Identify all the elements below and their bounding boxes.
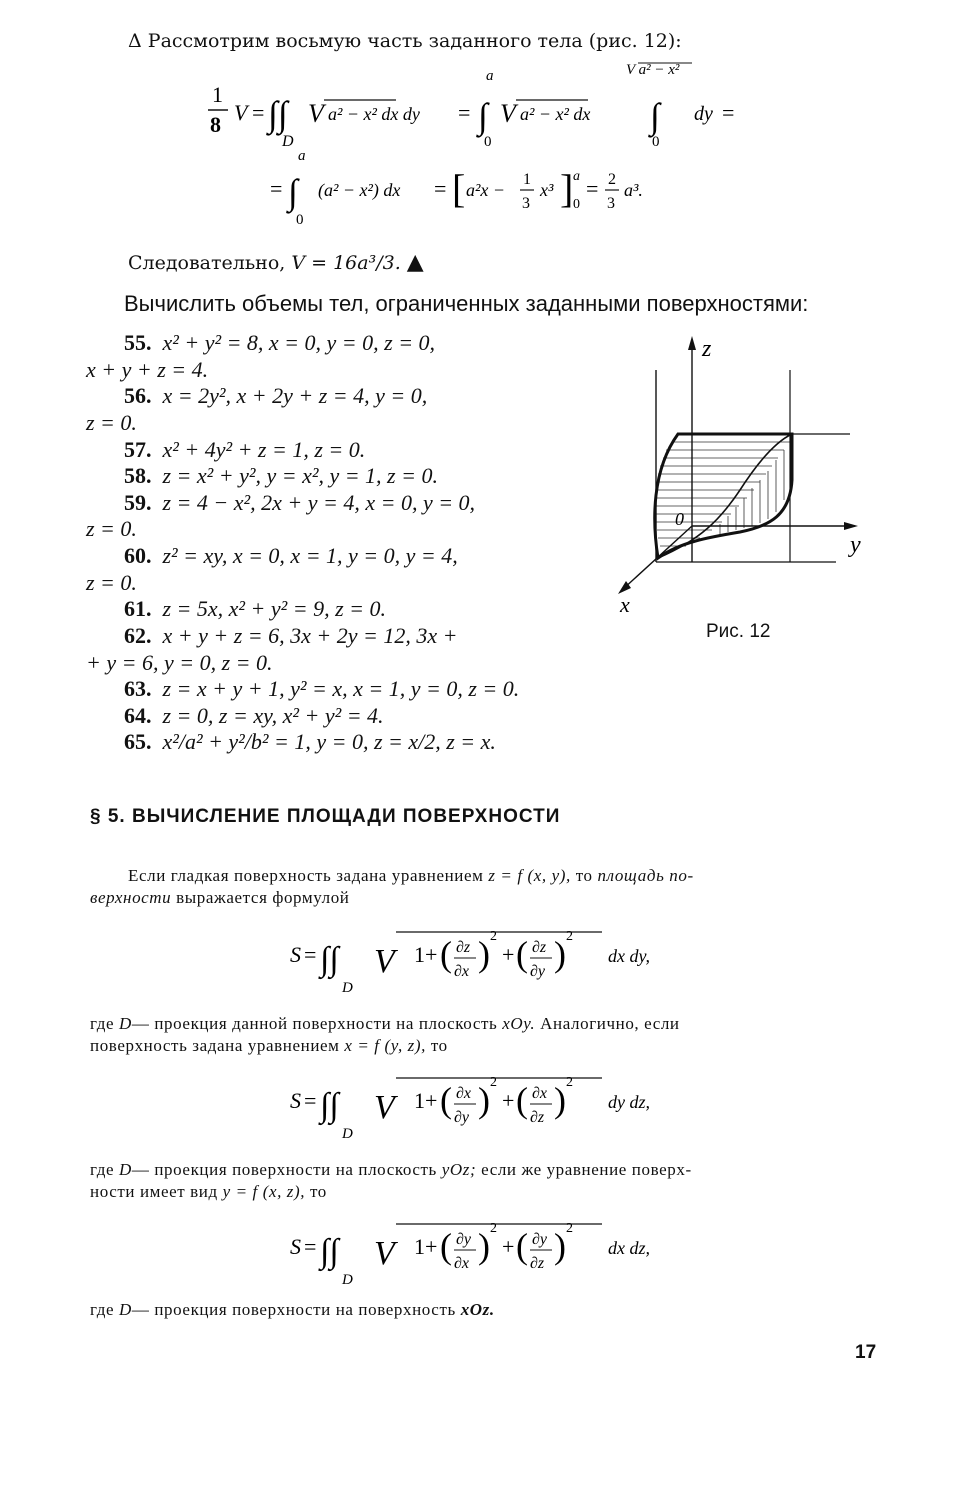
- section-paragraph-1-line2: верхности выражается формулой: [90, 888, 350, 907]
- intro-line: [128, 30, 682, 52]
- svg-text:): ): [554, 1226, 566, 1266]
- volume-formula-line2: [270, 150, 710, 230]
- svg-text:1+: 1+: [414, 942, 438, 967]
- svg-text:V: V: [374, 1235, 395, 1272]
- exercise-63: 63. z = x + y + 1, y² = x, x = 1, y = 0, z = 0.: [124, 676, 520, 701]
- surface-area-formula-xy: [290, 918, 690, 998]
- svg-text:V: V: [234, 100, 248, 125]
- svg-text:∫: ∫: [288, 172, 298, 212]
- section-paragraph-4: где D— проекция поверхности на поверхность xOz.: [90, 1300, 495, 1319]
- exercise-62-cont: + y = 6, y = 0, z = 0.: [86, 650, 273, 675]
- svg-text:3: 3: [522, 195, 530, 212]
- surface-area-formula-yz: [290, 1064, 690, 1144]
- task-heading: Вычислить объемы тел, ограниченных заданными поверхностями:: [124, 291, 809, 316]
- exercise-58: 58. z = x² + y², y = x², y = 1, z = 0.: [124, 463, 438, 488]
- svg-text:∂y: ∂y: [532, 1231, 548, 1248]
- volume-formula-line1: [200, 60, 780, 155]
- x-axis-label: x: [620, 592, 630, 617]
- y-axis-label: y: [850, 532, 861, 558]
- svg-text:3: 3: [607, 195, 615, 212]
- exercise-65: 65. x²/a² + y²/b² = 1, y = 0, z = x/2, z = x.: [124, 729, 496, 754]
- svg-text:0: 0: [652, 134, 660, 150]
- svg-text:2: 2: [490, 1075, 497, 1090]
- exercise-64: 64. z = 0, z = xy, x² + y² = 4.: [124, 703, 384, 728]
- svg-text:D: D: [282, 133, 294, 150]
- svg-text:∂y: ∂y: [454, 1109, 470, 1126]
- surface-area-formula-xz: [290, 1210, 690, 1290]
- end-of-solution-icon: ▲: [406, 250, 424, 275]
- svg-text:1: 1: [523, 171, 531, 188]
- svg-text:∫∫: ∫∫: [268, 94, 288, 134]
- svg-text:∫: ∫: [478, 96, 488, 136]
- exercise-55-cont: x + y + z = 4.: [86, 357, 209, 382]
- figure-12: [600, 330, 890, 620]
- conclusion-formula: V = 16a³/3.: [291, 252, 401, 274]
- svg-text:∂z: ∂z: [456, 939, 471, 956]
- svg-text:V: V: [374, 1089, 395, 1126]
- intro-text: Рассмотрим восьмую часть заданного тела (рис. 12):: [147, 30, 682, 52]
- svg-text:S: S: [290, 942, 301, 967]
- svg-text:): ): [478, 1226, 490, 1266]
- triangle-icon: Δ: [128, 30, 142, 52]
- svg-text:∫∫: ∫∫: [320, 1087, 339, 1124]
- svg-text:2: 2: [566, 929, 573, 944]
- svg-text:=: =: [458, 100, 471, 125]
- svg-text:): ): [478, 1080, 490, 1120]
- svg-text:8: 8: [210, 112, 221, 137]
- svg-text:D: D: [342, 1126, 353, 1142]
- section-paragraph-2-line1: где D— проекция данной поверхности на плоскость xOy. Аналогично, если: [90, 1014, 680, 1033]
- svg-text:+: +: [502, 942, 515, 967]
- svg-text:(: (: [440, 1226, 452, 1266]
- svg-text:=: =: [304, 1088, 317, 1113]
- svg-text:a² − x² dx dy: a² − x² dx dy: [328, 104, 420, 124]
- y-arrow-icon: [844, 522, 858, 530]
- exercise-61: 61. z = 5x, x² + y² = 9, z = 0.: [124, 596, 386, 621]
- z-arrow-icon: [688, 336, 696, 350]
- exercise-60-cont: z = 0.: [86, 570, 137, 595]
- svg-text:(: (: [516, 1226, 528, 1266]
- svg-text:(: (: [516, 1080, 528, 1120]
- svg-text:∫∫: ∫∫: [320, 1233, 339, 1270]
- svg-text:S: S: [290, 1088, 301, 1113]
- exercise-56-cont: z = 0.: [86, 410, 137, 435]
- svg-text:x³: x³: [540, 180, 554, 200]
- svg-text:V: V: [308, 99, 324, 128]
- section-paragraph-1-line1: Если гладкая поверхность задана уравнением z = f (x, y), то площадь по-: [128, 866, 694, 885]
- svg-text:0: 0: [484, 134, 492, 150]
- svg-text:1+: 1+: [414, 1234, 438, 1259]
- svg-text:S: S: [290, 1234, 301, 1259]
- svg-text:V: V: [374, 943, 395, 980]
- svg-text:): ): [554, 934, 566, 974]
- svg-text:∂x: ∂x: [456, 1085, 472, 1102]
- svg-text:V a² − x²: V a² − x²: [626, 62, 680, 78]
- exercise-59: 59. z = 4 − x², 2x + y = 4, x = 0, y = 0,: [124, 490, 476, 515]
- svg-text:=: =: [304, 1234, 317, 1259]
- section-paragraph-3-line2: ности имеет вид y = f (x, z), то: [90, 1182, 327, 1201]
- svg-text:D: D: [342, 1272, 353, 1288]
- svg-text:dx dy,: dx dy,: [608, 946, 650, 966]
- x-axis: [622, 526, 692, 590]
- svg-text:∫∫: ∫∫: [320, 941, 339, 978]
- svg-text:=: =: [270, 176, 283, 201]
- svg-text:2: 2: [566, 1075, 573, 1090]
- svg-text:(a² − x²) dx: (a² − x²) dx: [318, 180, 401, 200]
- svg-text:a: a: [298, 150, 306, 164]
- figure-hatching: [656, 442, 790, 546]
- svg-text:∫: ∫: [650, 96, 660, 136]
- svg-text:∂y: ∂y: [530, 963, 546, 980]
- svg-text:): ): [554, 1080, 566, 1120]
- svg-text:2: 2: [608, 171, 616, 188]
- section-paragraph-3-line1: где D— проекция поверхности на плоскость yOz; если же уравнение поверх-: [90, 1160, 692, 1179]
- exercise-62: 62. x + y + z = 6, 3x + 2y = 12, 3x +: [124, 623, 458, 648]
- svg-text:∂z: ∂z: [530, 1255, 545, 1272]
- page-number: 17: [855, 1342, 877, 1363]
- svg-text:(: (: [440, 1080, 452, 1120]
- svg-text:=: =: [722, 100, 735, 125]
- svg-text:dx dz,: dx dz,: [608, 1238, 650, 1258]
- exercise-59-cont: z = 0.: [86, 516, 137, 541]
- section-title: § 5. ВЫЧИСЛЕНИЕ ПЛОЩАДИ ПОВЕРХНОСТИ: [90, 806, 561, 827]
- svg-text:+: +: [502, 1088, 515, 1113]
- svg-text:2: 2: [490, 1221, 497, 1236]
- svg-text:a³.: a³.: [624, 180, 643, 200]
- svg-text:): ): [478, 934, 490, 974]
- conclusion-label: Следовательно,: [128, 252, 286, 274]
- exercise-55: 55. x² + y² = 8, x = 0, y = 0, z = 0,: [124, 330, 436, 355]
- exercise-57: 57. x² + 4y² + z = 1, z = 0.: [124, 437, 366, 462]
- svg-text:∂x: ∂x: [454, 963, 470, 980]
- svg-text:∂x: ∂x: [454, 1255, 470, 1272]
- svg-text:D: D: [342, 980, 353, 996]
- svg-text:∂x: ∂x: [532, 1085, 548, 1102]
- svg-text:=: =: [304, 942, 317, 967]
- svg-text:2: 2: [566, 1221, 573, 1236]
- figure-vertical-hatching: [720, 442, 790, 535]
- svg-text:0: 0: [573, 197, 580, 212]
- svg-text:0: 0: [296, 212, 304, 228]
- svg-text:∂y: ∂y: [456, 1231, 472, 1248]
- svg-text:]: ]: [560, 166, 574, 211]
- svg-text:∂z: ∂z: [532, 939, 547, 956]
- z-axis-label: z: [702, 336, 712, 362]
- svg-text:2: 2: [490, 929, 497, 944]
- svg-text:dy: dy: [694, 103, 713, 125]
- svg-text:V: V: [500, 99, 516, 128]
- svg-text:1+: 1+: [414, 1088, 438, 1113]
- exercise-56: 56. x = 2y², x + 2y + z = 4, y = 0,: [124, 383, 428, 408]
- svg-text:∂z: ∂z: [530, 1109, 545, 1126]
- svg-text:=: =: [586, 176, 599, 201]
- section-paragraph-2-line2: поверхность задана уравнением x = f (y, z), то: [90, 1036, 448, 1055]
- exercise-60: 60. z² = xy, x = 0, x = 1, y = 0, y = 4,: [124, 543, 458, 568]
- origin-label: 0: [675, 509, 684, 529]
- svg-text:a: a: [573, 169, 580, 184]
- svg-text:(: (: [516, 934, 528, 974]
- svg-text:=: =: [434, 176, 447, 201]
- svg-text:(: (: [440, 934, 452, 974]
- figure-body-outline: [655, 434, 792, 558]
- figure-caption: Рис. 12: [706, 621, 771, 642]
- svg-text:a² − x² dx: a² − x² dx: [520, 104, 591, 124]
- conclusion: [128, 250, 424, 275]
- svg-text:a²x −: a²x −: [466, 180, 506, 200]
- svg-text:1: 1: [212, 82, 223, 107]
- svg-text:a: a: [486, 68, 494, 84]
- svg-text:+: +: [502, 1234, 515, 1259]
- svg-text:=: =: [252, 100, 265, 125]
- svg-text:[: [: [452, 166, 466, 211]
- svg-text:dy dz,: dy dz,: [608, 1092, 650, 1112]
